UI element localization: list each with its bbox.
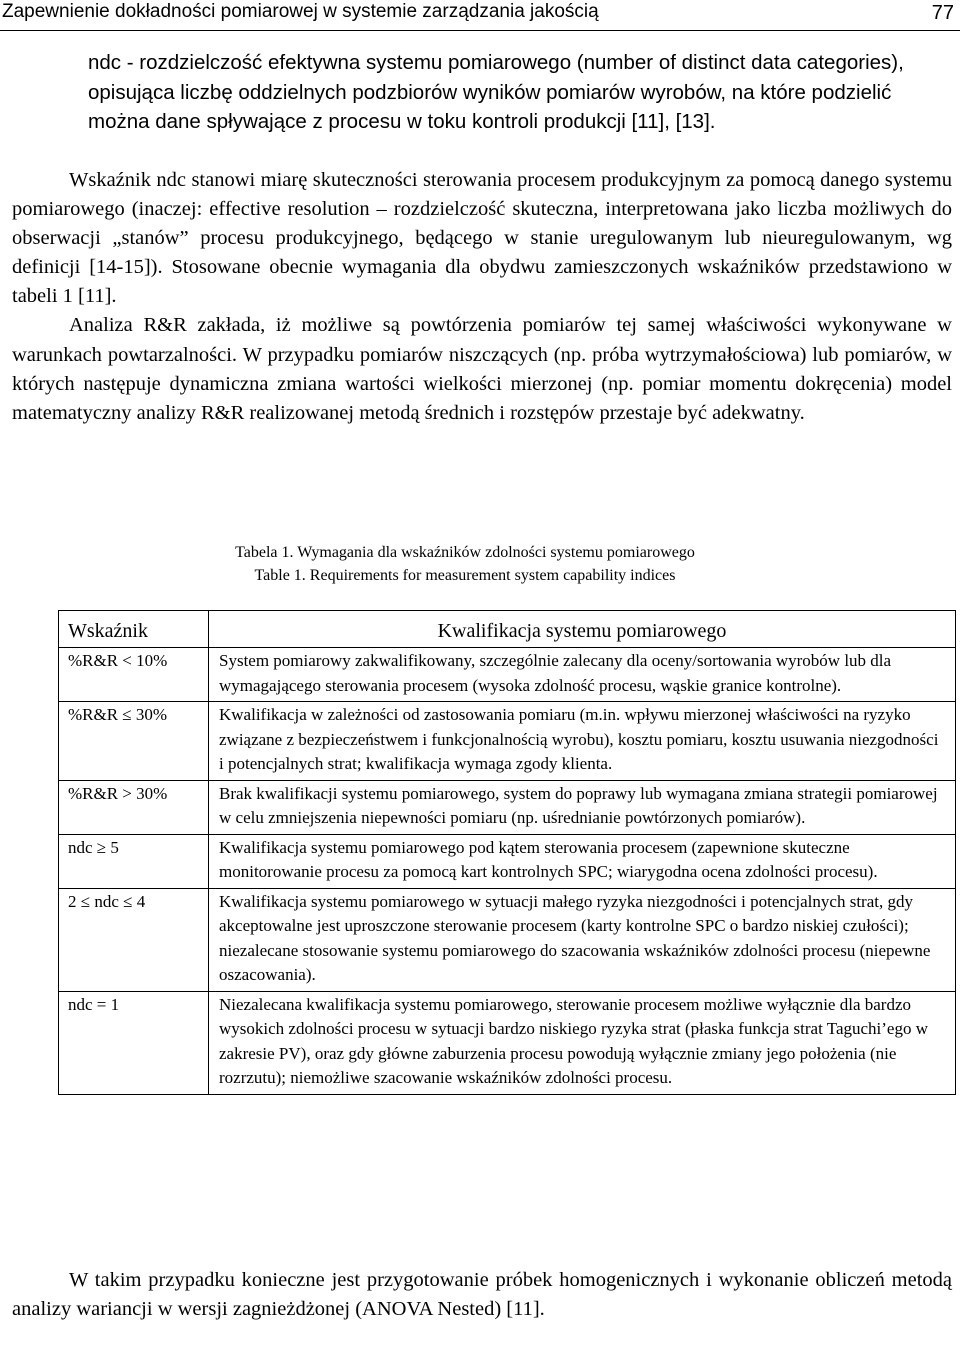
indicator-cell: ndc = 1 bbox=[59, 991, 209, 1094]
qualification-cell: Kwalifikacja systemu pomiarowego w sytuacji małego ryzyka niezgodności i potencjalnych strat, gdy akceptowalne jest uproszczone sterowanie procesem (karty kontrolne SPC o bardzo niskiej czułości); niezalecane stosowanie systemu pomiarowego do szacowania wskaźników zdolności procesu (niepewne oszacowania). bbox=[209, 888, 956, 991]
indicator-cell: %R&R > 30% bbox=[59, 780, 209, 834]
ndc-definition bbox=[88, 48, 948, 137]
paragraph-rr-analysis: Analiza R&R zakłada, iż możliwe są powtórzenia pomiarów tej samej właściwości wykonywane w warunkach powtarzalności. W przypadku pomiarów niszczących (np. próba wytrzymałościowa) lub pomiarów, w których następuje dynamiczna zmiana wartości wielkości mierzonej (np. pomiar momentu dokręcenia) model matematyczny analizy R&R realizowanej metodą średnich i rozstępów przestaje być adekwatny. bbox=[12, 314, 952, 424]
page-header bbox=[0, 0, 960, 31]
table-row bbox=[59, 702, 956, 781]
qualification-cell: Kwalifikacja w zależności od zastosowania pomiaru (m.in. wpływu mierzonej właściwości na ryzyko związane z bezpieczeństwem i funkcjonalnością wyrobu), kosztu pomiaru, kosztu usuwania niezgodności i potencjalnych strat; kwalifikacja wymaga zgody klienta. bbox=[209, 702, 956, 781]
paragraph-ndc-indicator: Wskaźnik ndc stanowi miarę skuteczności sterowania procesem produkcyjnym za pomocą danego systemu pomiarowego (inaczej: effective resolution – rozdzielczość skuteczna, interpretowana jako liczba możliwych do obserwacji „stanów” procesu produkcyjnego, będącego w stanie uregulowanym lub nieuregulowanym, wg definicji [14-15]). Stosowane obecnie wymagania dla obydwu zamieszczonych wskaźników przedstawiono w tabeli 1 [11]. bbox=[12, 169, 952, 308]
table-row bbox=[59, 834, 956, 888]
closing-text bbox=[12, 1266, 952, 1324]
ndc-definition-text: ndc - rozdzielczość efektywna systemu pomiarowego (number of distinct data categories), opisująca liczbę oddzielnych podzbiorów wyników pomiarów wyrobów, na które podzielić można dane spływające z procesu w toku kontroli produkcji [11], [13]. bbox=[88, 51, 904, 133]
header-indicator: Wskaźnik bbox=[59, 611, 209, 648]
table-caption bbox=[0, 541, 960, 587]
qualification-cell: Kwalifikacja systemu pomiarowego pod kątem sterowania procesem (zapewnione skuteczne monitorowanie procesu za pomocą kart kontrolnych SPC; wiarygodna ocena zdolności procesu). bbox=[209, 834, 956, 888]
table-caption-pl: Tabela 1. Wymagania dla wskaźników zdolności systemu pomiarowego bbox=[235, 544, 695, 561]
table-caption-en: Table 1. Requirements for measurement system capability indices bbox=[254, 567, 676, 584]
requirements-table bbox=[58, 610, 956, 1095]
header-qualification: Kwalifikacja systemu pomiarowego bbox=[209, 611, 956, 648]
table-row bbox=[59, 648, 956, 702]
indicator-cell: ndc ≥ 5 bbox=[59, 834, 209, 888]
page-number: 77 bbox=[931, 2, 954, 24]
table-row bbox=[59, 780, 956, 834]
running-title: Zapewnienie dokładności pomiarowej w systemie zarządzania jakością bbox=[2, 1, 599, 22]
qualification-cell: Brak kwalifikacji systemu pomiarowego, system do poprawy lub wymagana zmiana strategii pomiarowej w celu zmniejszenia niepewności pomiaru (np. uśrednianie powtórzonych pomiarów). bbox=[209, 780, 956, 834]
indicator-cell: 2 ≤ ndc ≤ 4 bbox=[59, 888, 209, 991]
paragraph-anova: W takim przypadku konieczne jest przygotowanie próbek homogenicznych i wykonanie obliczeń metodą analizy wariancji w wersji zagnieżdżonej (ANOVA Nested) [11]. bbox=[12, 1269, 952, 1320]
table-row bbox=[59, 888, 956, 991]
qualification-cell: Niezalecana kwalifikacja systemu pomiarowego, sterowanie procesem możliwe wyłącznie dla bardzo wysokich zdolności procesu w sytuacji bardzo niskiego ryzyka strat (płaska funkcja strat Taguchi’ego w zakresie PV), oraz gdy główne zaburzenia procesu powodują wyłącznie zmiany jego położenia (nie rozrzutu); niemożliwe szacowanie wskaźników zdolności procesu. bbox=[209, 991, 956, 1094]
indicator-cell: %R&R ≤ 30% bbox=[59, 702, 209, 781]
table-header-row bbox=[59, 611, 956, 648]
table-row bbox=[59, 991, 956, 1094]
body-text bbox=[12, 166, 952, 428]
indicator-cell: %R&R < 10% bbox=[59, 648, 209, 702]
qualification-cell: System pomiarowy zakwalifikowany, szczególnie zalecany dla oceny/sortowania wyrobów lub dla wymagającego sterowania procesem (wysoka zdolność procesu, wąskie granice kontrolne). bbox=[209, 648, 956, 702]
